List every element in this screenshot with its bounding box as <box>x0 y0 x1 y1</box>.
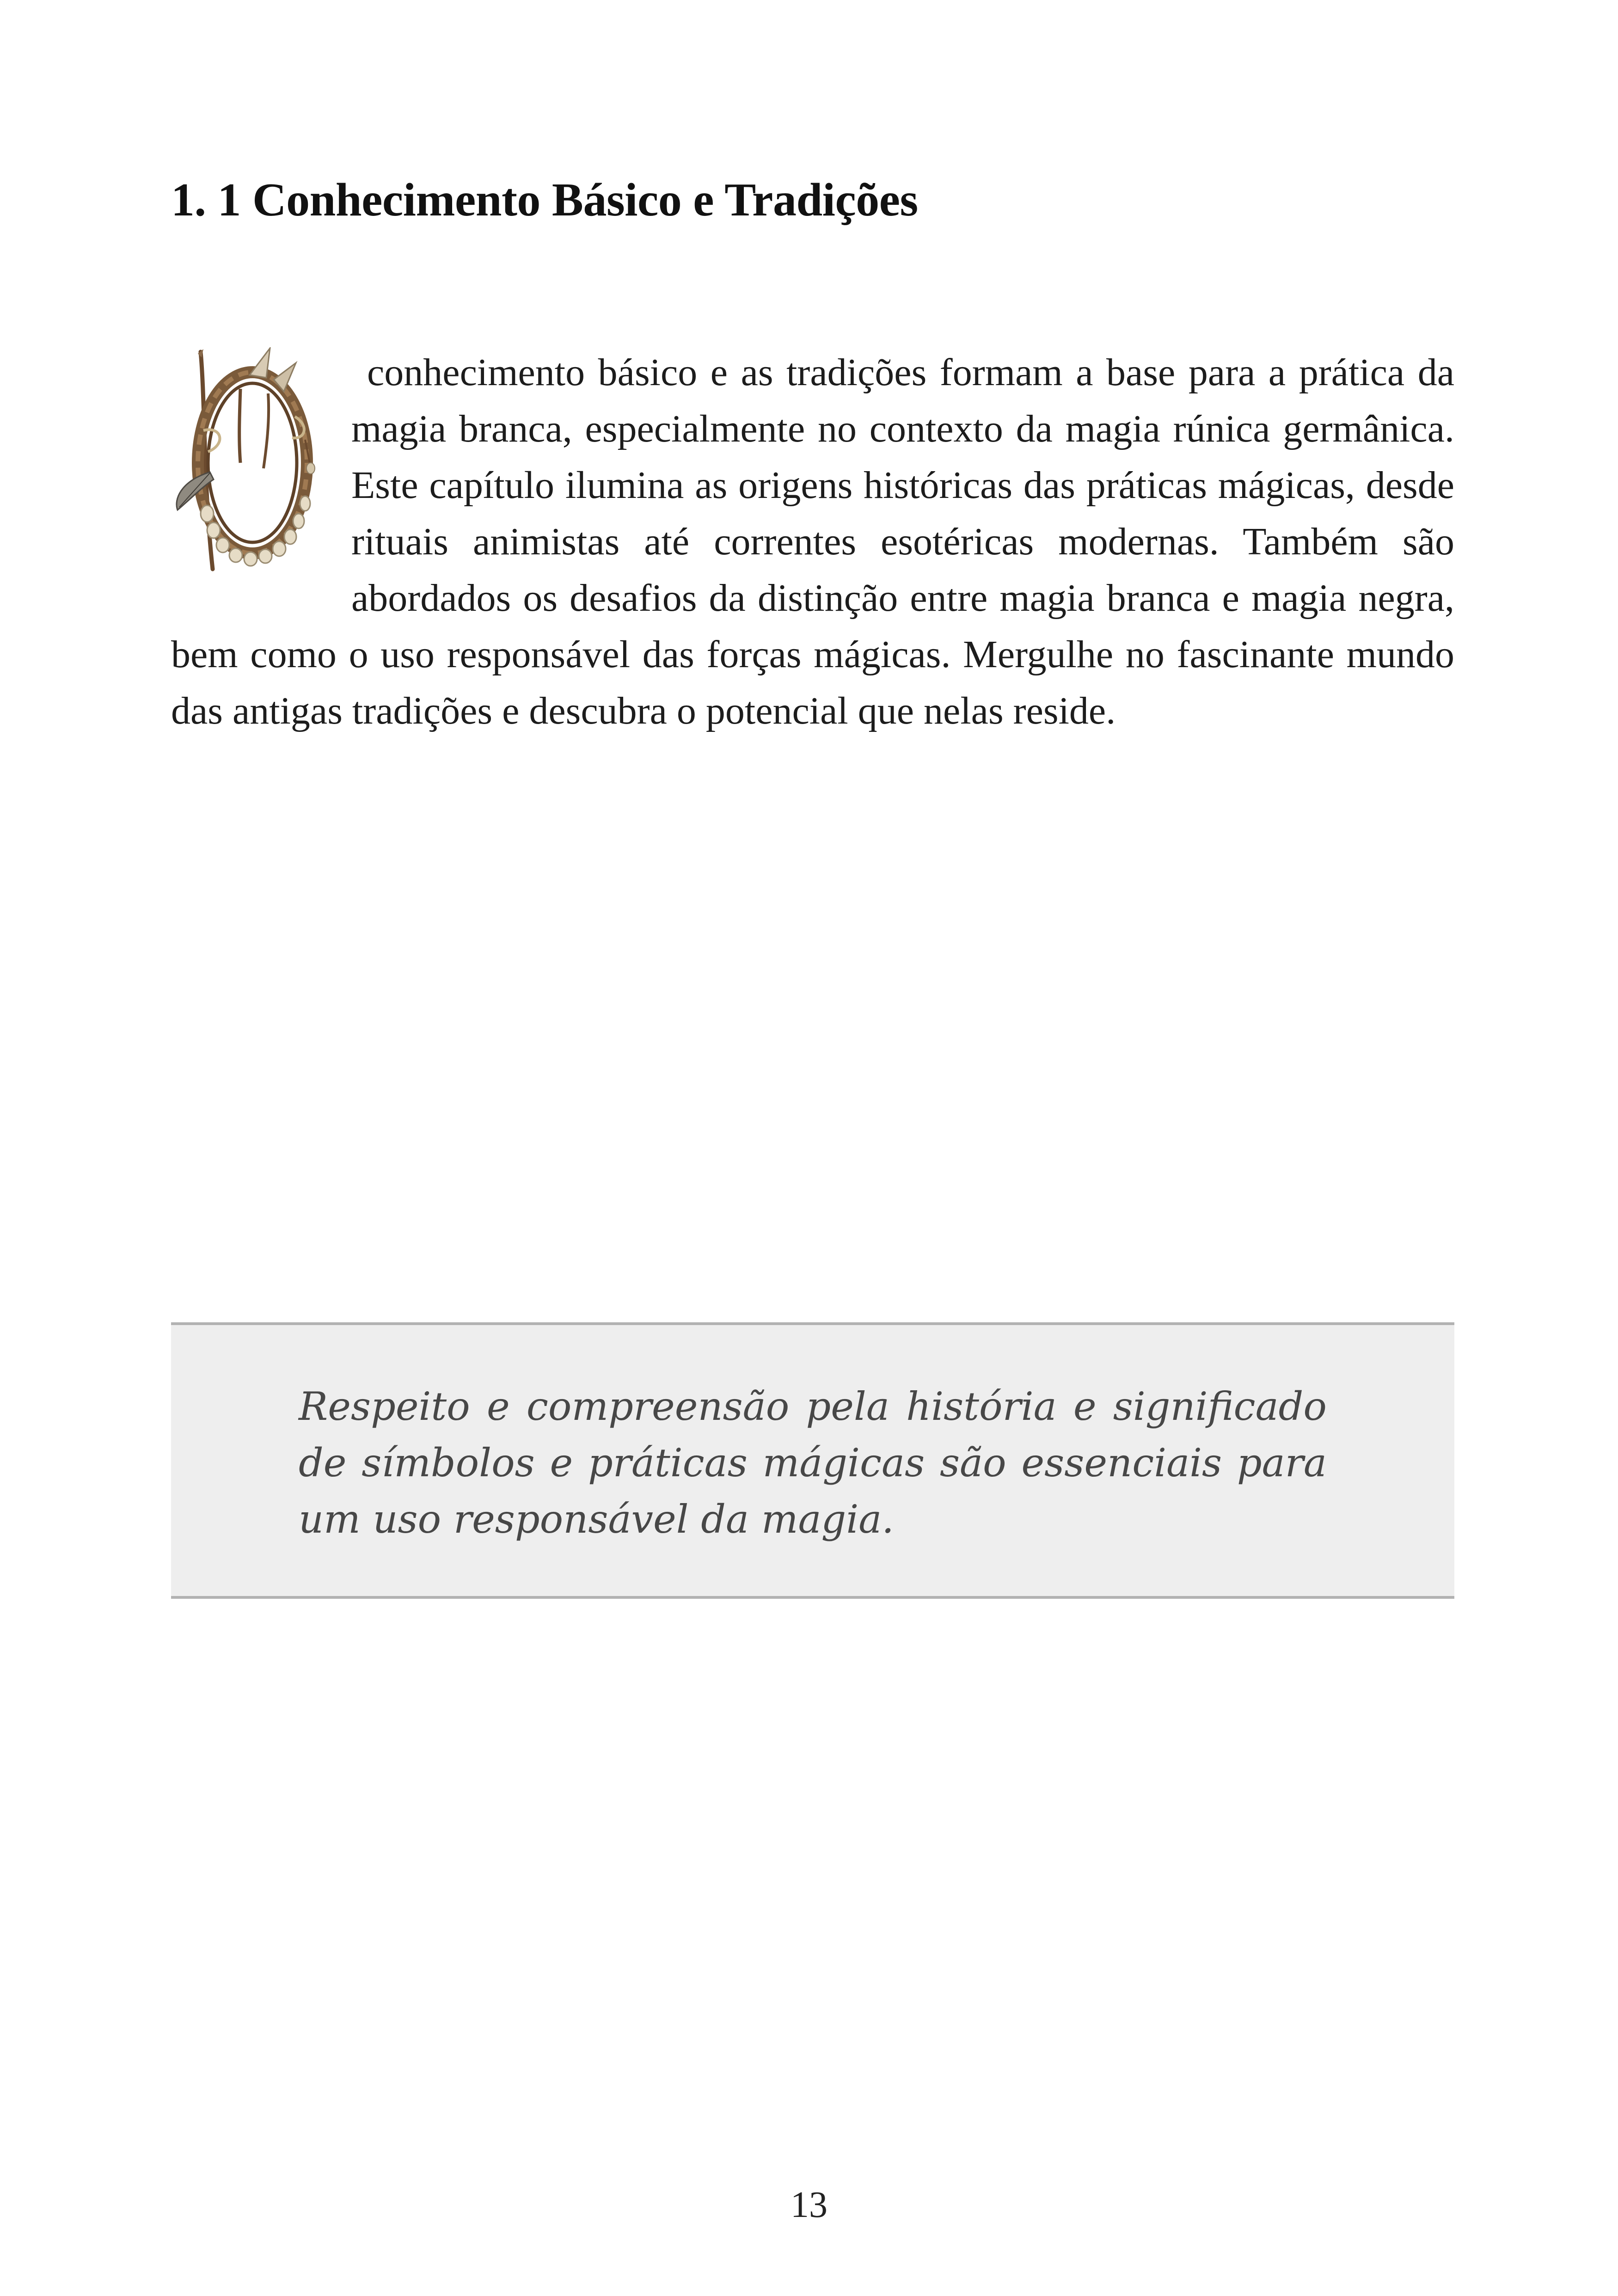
section-heading: 1. 1 Conhecimento Básico e Tradições <box>171 174 918 226</box>
intro-section <box>171 344 1454 739</box>
intro-paragraph <box>171 344 1454 739</box>
intro-paragraph-text: conhecimento básico e as tradições formam a base para a prática da magia branca, especialmente no contexto da magia rúnica germânica. Este capítulo ilumina as origens históricas das práticas mágicas, desde rituais animistas até correntes esotéricas modernas. Também são abordados os desafios da distinção entre magia branca e magia negra, bem como o uso responsável das forças mágicas. Mergulhe no fascinante mundo das antigas tradições e descubra o potencial que nelas reside. <box>171 351 1454 732</box>
page-number: 13 <box>791 2185 827 2225</box>
quote-callout <box>171 1322 1454 1599</box>
callout-quote: Respeito e compreensão pela história e significado de símbolos e práticas mágicas são essenciais para um uso responsável da magia. <box>299 1384 1327 1542</box>
ornamental-letter-o-icon <box>171 347 341 574</box>
